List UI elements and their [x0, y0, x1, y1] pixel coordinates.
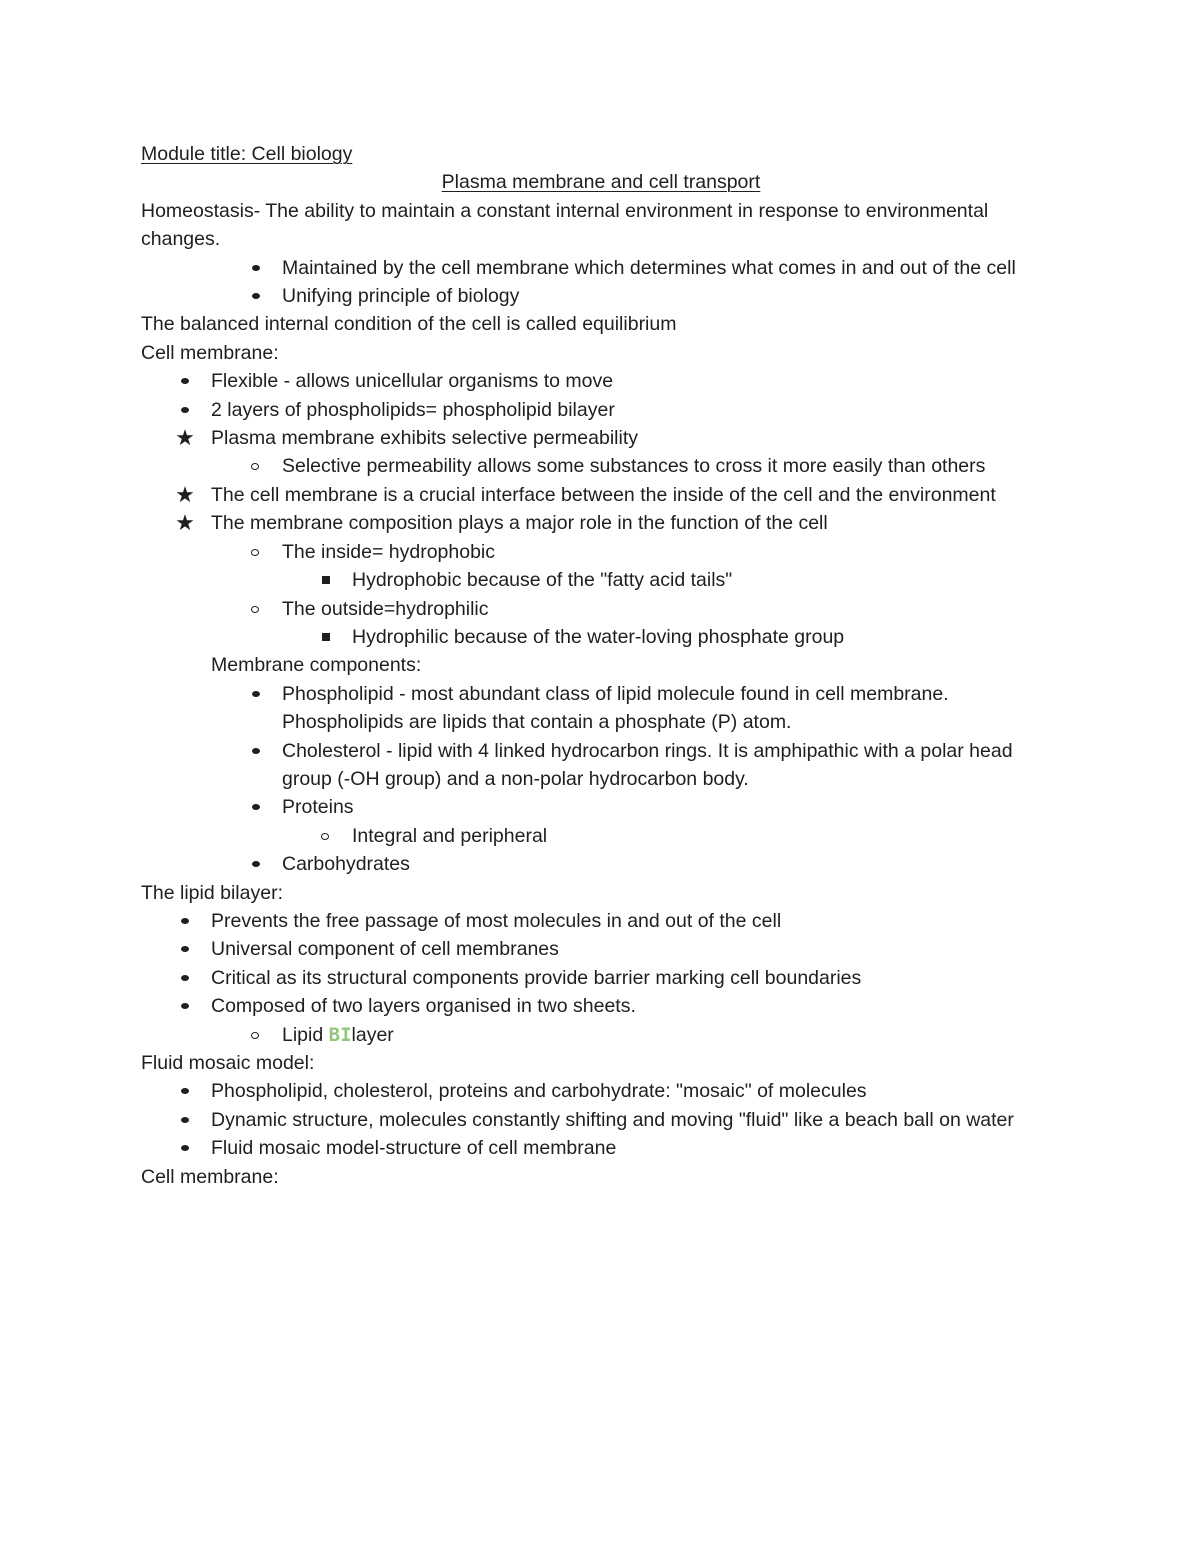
list-item: Phospholipid, cholesterol, proteins and carbohydrate: "mosaic" of molecules [211, 1080, 867, 1103]
list-item: Critical as its structural components provide barrier marking cell boundaries [211, 966, 862, 989]
list-item: Composed of two layers organised in two sheets. [211, 995, 636, 1018]
list-item: The inside= hydrophobic [282, 540, 496, 563]
cell-membrane-heading: Cell membrane: [141, 341, 279, 364]
equilibrium-line: The balanced internal condition of the cell is called equilibrium [141, 313, 677, 336]
document-body [141, 140, 1061, 1191]
list-item: ★ Plasma membrane exhibits selective permeability [141, 424, 1061, 452]
star-icon: ★ [175, 481, 195, 507]
star-icon: ★ [175, 425, 195, 451]
module-title: Module title: Cell biology [141, 143, 353, 165]
cell-membrane-heading-2: Cell membrane: [141, 1165, 279, 1188]
list-item: Phospholipid - most abundant class of lipid molecule found in cell membrane. Phospholipids are lipids that contain a phosphate (P) atom. [282, 682, 949, 734]
star-icon: ★ [175, 510, 195, 536]
section-title: Plasma membrane and cell transport [441, 171, 761, 194]
list-item: ★ The cell membrane is a crucial interface between the inside of the cell and the environment [141, 481, 1061, 509]
list-item: Fluid mosaic model-structure of cell membrane [211, 1137, 617, 1160]
lipid-bilayer-heading: The lipid bilayer: [141, 881, 283, 904]
list-item: Selective permeability allows some substances to cross it more easily than others [282, 455, 986, 478]
membrane-components-heading: Membrane components: [211, 654, 422, 677]
list-item: Carbohydrates [282, 853, 410, 876]
list-item: Hydrophilic because of the water-loving phosphate group [352, 625, 845, 648]
list-item: Unifying principle of biology [282, 285, 520, 308]
fluid-mosaic-heading: Fluid mosaic model: [141, 1052, 315, 1074]
list-item: 2 layers of phospholipids= phospholipid bilayer [211, 398, 615, 421]
list-item: Universal component of cell membranes [211, 938, 559, 961]
list-item: Cholesterol - lipid with 4 linked hydrocarbon rings. It is amphipathic with a polar head group (-OH group) and a non-polar hydrocarbon body. [282, 739, 1013, 790]
list-item: ★ The membrane composition plays a major role in the function of the cell [141, 509, 1061, 537]
list-item: Lipid BIlayer [282, 1023, 394, 1046]
list-item: Integral and peripheral [352, 824, 548, 847]
list-item: Maintained by the cell membrane which determines what comes in and out of the cell [282, 256, 1016, 279]
list-item: Hydrophobic because of the "fatty acid tails" [352, 569, 733, 592]
list-item: The outside=hydrophilic [282, 597, 489, 620]
list-item: Proteins [282, 796, 354, 819]
list-item: Flexible - allows unicellular organisms to move [211, 370, 614, 393]
list-item: Prevents the free passage of most molecules in and out of the cell [211, 909, 782, 932]
homeostasis-definition: Homeostasis- The ability to maintain a constant internal environment in response to environmental changes. [141, 199, 989, 251]
bi-highlight: BI [328, 1023, 352, 1046]
list-item: Dynamic structure, molecules constantly shifting and moving "fluid" like a beach ball on water [211, 1108, 1014, 1131]
